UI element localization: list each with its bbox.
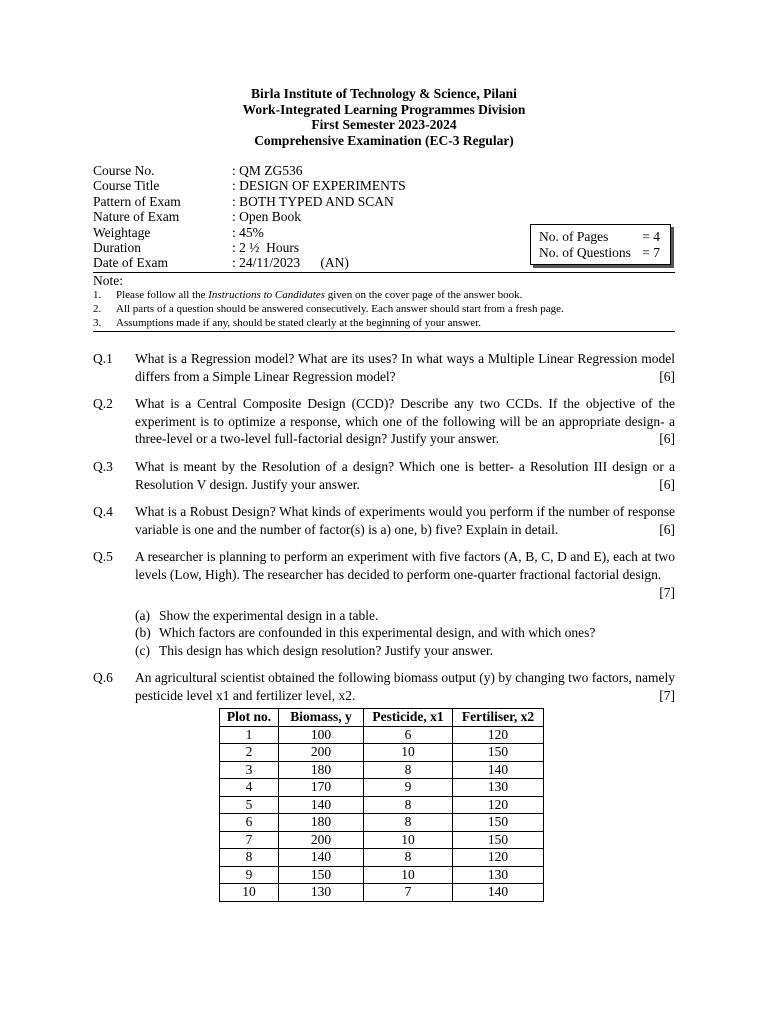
question <box>93 350 675 385</box>
info-row <box>93 163 406 178</box>
info-row <box>93 225 406 240</box>
question-list <box>93 350 675 714</box>
sub-question-label: (b) <box>135 625 151 641</box>
questions-label: No. of Questions <box>539 244 631 260</box>
note-item <box>93 302 675 316</box>
info-key: Duration <box>93 240 141 256</box>
question <box>93 458 675 493</box>
table-row <box>220 796 544 814</box>
questions-value: = 7 <box>642 244 660 260</box>
sub-question <box>135 642 675 659</box>
pages-label: No. of Pages <box>539 229 609 244</box>
question <box>93 548 675 601</box>
sub-question-list <box>93 607 675 659</box>
note-number: 2. <box>93 303 102 315</box>
table-row <box>220 866 544 884</box>
table-row <box>220 761 544 779</box>
note-item <box>93 316 675 330</box>
table-cell: 200 <box>279 831 364 849</box>
table-cell: 120 <box>453 849 544 867</box>
info-row <box>93 194 406 209</box>
table-cell: 130 <box>279 884 364 902</box>
table-row <box>220 831 544 849</box>
note-text: Assumptions made if any, should be stated clearly at the beginning of your answer. <box>116 317 481 329</box>
table-cell: 9 <box>364 779 453 797</box>
table-cell: 10 <box>364 744 453 762</box>
question-marks: [7] <box>659 687 675 703</box>
info-key: Course Title <box>93 178 160 194</box>
table-cell: 150 <box>453 814 544 832</box>
question-text: What is a Robust Design? What kinds of experiments would you perform if the number of response variable is one and the number of factor(s) is a) one, b) five? Explain in detail. <box>135 504 675 537</box>
question-text: An agricultural scientist obtained the following biomass output (y) by changing two factors, namely pesticide level x1 and fertilizer level, x2. <box>135 670 675 703</box>
page-count-box <box>530 224 671 265</box>
table-cell: 7 <box>364 884 453 902</box>
table-cell: 4 <box>220 779 279 797</box>
table-cell: 180 <box>279 761 364 779</box>
semester: First Semester 2023-2024 <box>311 117 457 133</box>
table-cell: 130 <box>453 779 544 797</box>
info-value: : BOTH TYPED AND SCAN <box>232 193 394 209</box>
info-row <box>93 240 406 255</box>
table-row <box>220 884 544 902</box>
question-text: What is a Regression model? What are its uses? In what ways a Multiple Linear Regression model differs from a Simple Linear Regression model? <box>135 351 675 384</box>
table-cell: 150 <box>279 866 364 884</box>
table-row <box>220 814 544 832</box>
note-number: 1. <box>93 289 102 301</box>
question-marks: [6] <box>659 521 675 537</box>
info-row <box>93 178 406 193</box>
table-cell: 180 <box>279 814 364 832</box>
info-key: Course No. <box>93 163 155 178</box>
info-value: : 45% <box>232 224 264 240</box>
question <box>93 395 675 448</box>
table-cell: 140 <box>453 884 544 902</box>
table-cell: 120 <box>453 796 544 814</box>
note-text: All parts of a question should be answered consecutively. Each answer should start from a fresh page. <box>116 303 564 315</box>
exam-title: Comprehensive Examination (EC-3 Regular) <box>254 132 514 148</box>
table-cell: 6 <box>220 814 279 832</box>
table-cell: 8 <box>364 761 453 779</box>
question-number: Q.6 <box>93 670 113 686</box>
table-cell: 6 <box>364 726 453 744</box>
table-row <box>220 726 544 744</box>
question-text: What is meant by the Resolution of a design? Which one is better- a Resolution III design or a Resolution V design. Justify your answer. <box>135 458 675 492</box>
question-number: Q.3 <box>93 458 113 474</box>
table-cell: 170 <box>279 779 364 797</box>
table-cell: 10 <box>364 866 453 884</box>
info-key: Date of Exam <box>93 255 168 271</box>
biomass-data-table <box>219 708 544 902</box>
info-value: : Open Book <box>232 209 301 225</box>
pages-value: = 4 <box>642 229 660 244</box>
info-key: Pattern of Exam <box>93 193 181 209</box>
column-header: Pesticide, x1 <box>364 709 453 727</box>
info-value: : DESIGN OF EXPERIMENTS <box>232 178 406 194</box>
question <box>93 503 675 538</box>
table-cell: 1 <box>220 726 279 744</box>
table-cell: 150 <box>453 831 544 849</box>
sub-question-label: (a) <box>135 608 150 624</box>
division-name: Work-Integrated Learning Programmes Division <box>242 101 526 117</box>
question-marks: [7] <box>659 584 675 600</box>
question-marks: [6] <box>659 368 675 384</box>
table-cell: 140 <box>279 796 364 814</box>
table-row <box>220 779 544 797</box>
sub-question-text: Which factors are confounded in this experimental design, and with which ones? <box>159 625 596 641</box>
table-cell: 7 <box>220 831 279 849</box>
note-text-pre: Please follow all the <box>116 289 209 301</box>
table-cell: 120 <box>453 726 544 744</box>
question-number: Q.1 <box>93 351 113 366</box>
question <box>93 669 675 704</box>
divider <box>93 331 675 332</box>
info-row <box>93 255 406 270</box>
table-cell: 140 <box>279 849 364 867</box>
table-cell: 140 <box>453 761 544 779</box>
question-number: Q.2 <box>93 396 113 412</box>
question-marks: [6] <box>659 476 675 492</box>
table-cell: 3 <box>220 761 279 779</box>
note-text-emphasis: Instructions to Candidates <box>208 289 325 301</box>
table-cell: 10 <box>220 884 279 902</box>
sub-question-text: This design has which design resolution? Justify your answer. <box>159 642 494 658</box>
sub-question-text: Show the experimental design in a table. <box>159 608 379 624</box>
sub-question <box>135 624 675 641</box>
sub-question <box>135 607 675 624</box>
info-value: : 2 ½ Hours <box>232 240 300 256</box>
note-item <box>93 288 675 302</box>
exam-info <box>93 163 406 271</box>
column-header: Plot no. <box>220 709 279 727</box>
table-cell: 8 <box>364 796 453 814</box>
info-key: Nature of Exam <box>93 209 180 225</box>
table-header-row <box>220 709 544 727</box>
table-cell: 150 <box>453 744 544 762</box>
info-key: Weightage <box>93 224 151 240</box>
table-cell: 2 <box>220 744 279 762</box>
column-header: Biomass, y <box>279 709 364 727</box>
note-title: Note: <box>93 272 675 288</box>
exam-header <box>0 86 768 148</box>
question-number: Q.4 <box>93 504 113 520</box>
table-cell: 200 <box>279 744 364 762</box>
question-marks: [6] <box>659 431 675 447</box>
note-text <box>116 288 522 302</box>
table-cell: 130 <box>453 866 544 884</box>
table-cell: 8 <box>364 814 453 832</box>
table-cell: 100 <box>279 726 364 744</box>
sub-question-label: (c) <box>135 642 150 658</box>
question-number: Q.5 <box>93 549 113 565</box>
info-row <box>93 209 406 224</box>
table-cell: 8 <box>220 849 279 867</box>
note-number: 3. <box>93 317 102 329</box>
column-header: Fertiliser, x2 <box>453 709 544 727</box>
info-value: : QM ZG536 <box>232 163 303 178</box>
institute-name: Birla Institute of Technology & Science, Pilani <box>251 86 517 101</box>
question-text: A researcher is planning to perform an experiment with five factors (A, B, C, D and E), each at two levels (Low, High). The researcher has decided to perform one-quarter fractional factorial design. <box>135 549 675 582</box>
info-value: : 24/11/2023 (AN) <box>232 255 349 271</box>
note-text-post: given on the cover page of the answer book. <box>325 289 523 301</box>
note-section <box>93 272 675 332</box>
table-cell: 5 <box>220 796 279 814</box>
table-cell: 8 <box>364 849 453 867</box>
table-cell: 10 <box>364 831 453 849</box>
table-cell: 9 <box>220 866 279 884</box>
table-row <box>220 849 544 867</box>
question-text: What is a Central Composite Design (CCD)? Describe any two CCDs. If the objective of the experiment is to optimize a response, which one of the following will be an appropriate design- a three-level or a two-level full-factorial design? Justify your answer. <box>135 396 675 447</box>
table-row <box>220 744 544 762</box>
